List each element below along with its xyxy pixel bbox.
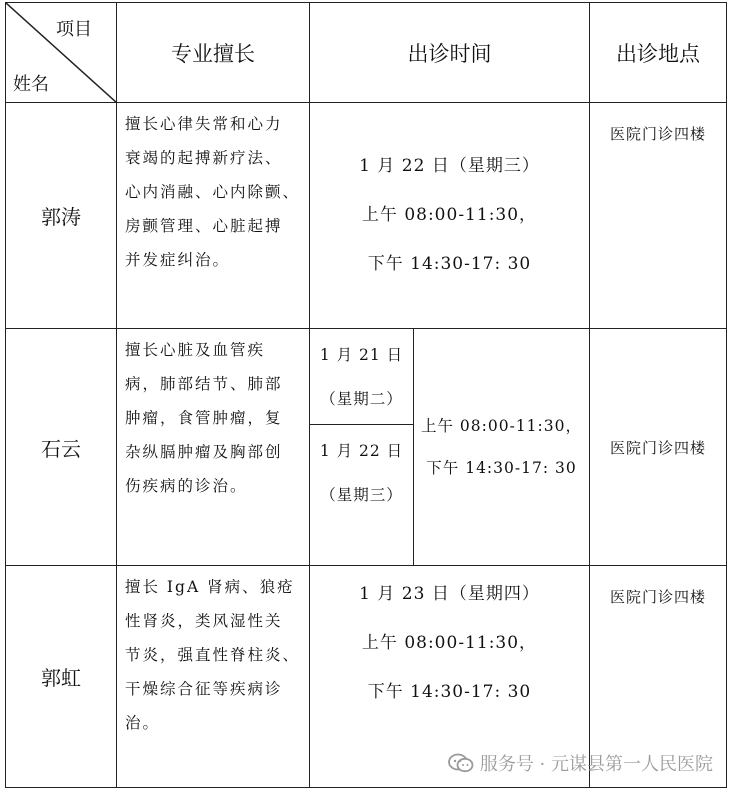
header-specialty: 专业擅长	[117, 3, 310, 103]
wechat-service-icon	[448, 753, 474, 773]
corner-label-name: 姓名	[13, 74, 49, 95]
specialty-line: 杂纵膈肿瘤及胸部创	[125, 443, 283, 461]
header-time: 出诊时间	[310, 3, 590, 103]
doctor-name: 石云	[6, 329, 117, 566]
doctor-clinic-time	[310, 103, 590, 329]
time-line: 1 月 23 日（星期四）	[359, 584, 540, 604]
specialty-line: 治。	[125, 714, 161, 732]
specialty-line: 擅长心律失常和心力	[125, 115, 283, 133]
watermark-text: 服务号 · 元谋县第一人民医院	[479, 754, 713, 775]
clinic-date-cell	[310, 329, 414, 425]
specialty-line: 擅长 IgA 肾病、狼疮	[125, 578, 295, 596]
corner-label-item: 项目	[56, 19, 92, 40]
specialty-line: 房颤管理、心脏起搏	[125, 217, 283, 235]
doctor-specialty	[117, 329, 310, 566]
header-row	[6, 3, 727, 103]
time-line: 上午 08:00-11:30，	[361, 205, 538, 225]
specialty-line: 肿瘤，食管肿瘤，复	[125, 409, 283, 427]
specialty-line: 伤疾病的诊治。	[125, 477, 248, 495]
header-corner-cell	[6, 3, 117, 103]
doctor-name: 郭虹	[6, 566, 117, 788]
clinic-date-cell	[310, 425, 414, 566]
time-line: 上午 08:00-11:30，	[361, 633, 538, 653]
doctor-row	[6, 103, 727, 329]
specialty-line: 病，肺部结节、肺部	[125, 375, 283, 393]
clinic-date: 1 月 21 日	[319, 345, 404, 364]
doctor-location: 医院门诊四楼	[590, 329, 727, 566]
clinic-weekday: （星期二）	[320, 389, 403, 408]
clinic-weekday: （星期三）	[320, 486, 403, 504]
clinic-date: 1 月 22 日	[319, 442, 404, 460]
doctor-specialty	[117, 566, 310, 788]
time-line: 1 月 22 日（星期三）	[359, 156, 540, 176]
doctor-location: 医院门诊四楼	[590, 103, 727, 329]
time-line: 上午 08:00-11:30，	[420, 417, 582, 435]
specialty-line: 心内消融、心内除颤、	[125, 183, 301, 201]
specialty-line: 性肾炎，类风湿性关	[125, 612, 283, 630]
specialty-line: 干燥综合征等疾病诊	[125, 680, 283, 698]
specialty-line: 节炎，强直性脊柱炎、	[125, 646, 301, 664]
time-line: 下午 14:30-17: 30	[426, 459, 577, 477]
time-line: 下午 14:30-17: 30	[367, 254, 532, 274]
specialty-line: 并发症纠治。	[125, 251, 231, 269]
header-location: 出诊地点	[590, 3, 727, 103]
clinic-schedule-table	[5, 2, 727, 788]
time-line: 下午 14:30-17: 30	[367, 682, 532, 702]
watermark	[448, 750, 713, 776]
specialty-line: 擅长心脏及血管疾	[125, 341, 266, 359]
specialty-line: 衰竭的起搏新疗法、	[125, 149, 283, 167]
doctor-specialty	[117, 103, 310, 329]
doctor-row	[6, 329, 727, 425]
doctor-clinic-time	[414, 329, 590, 566]
doctor-location: 医院门诊四楼	[590, 566, 727, 788]
doctor-name: 郭涛	[6, 103, 117, 329]
